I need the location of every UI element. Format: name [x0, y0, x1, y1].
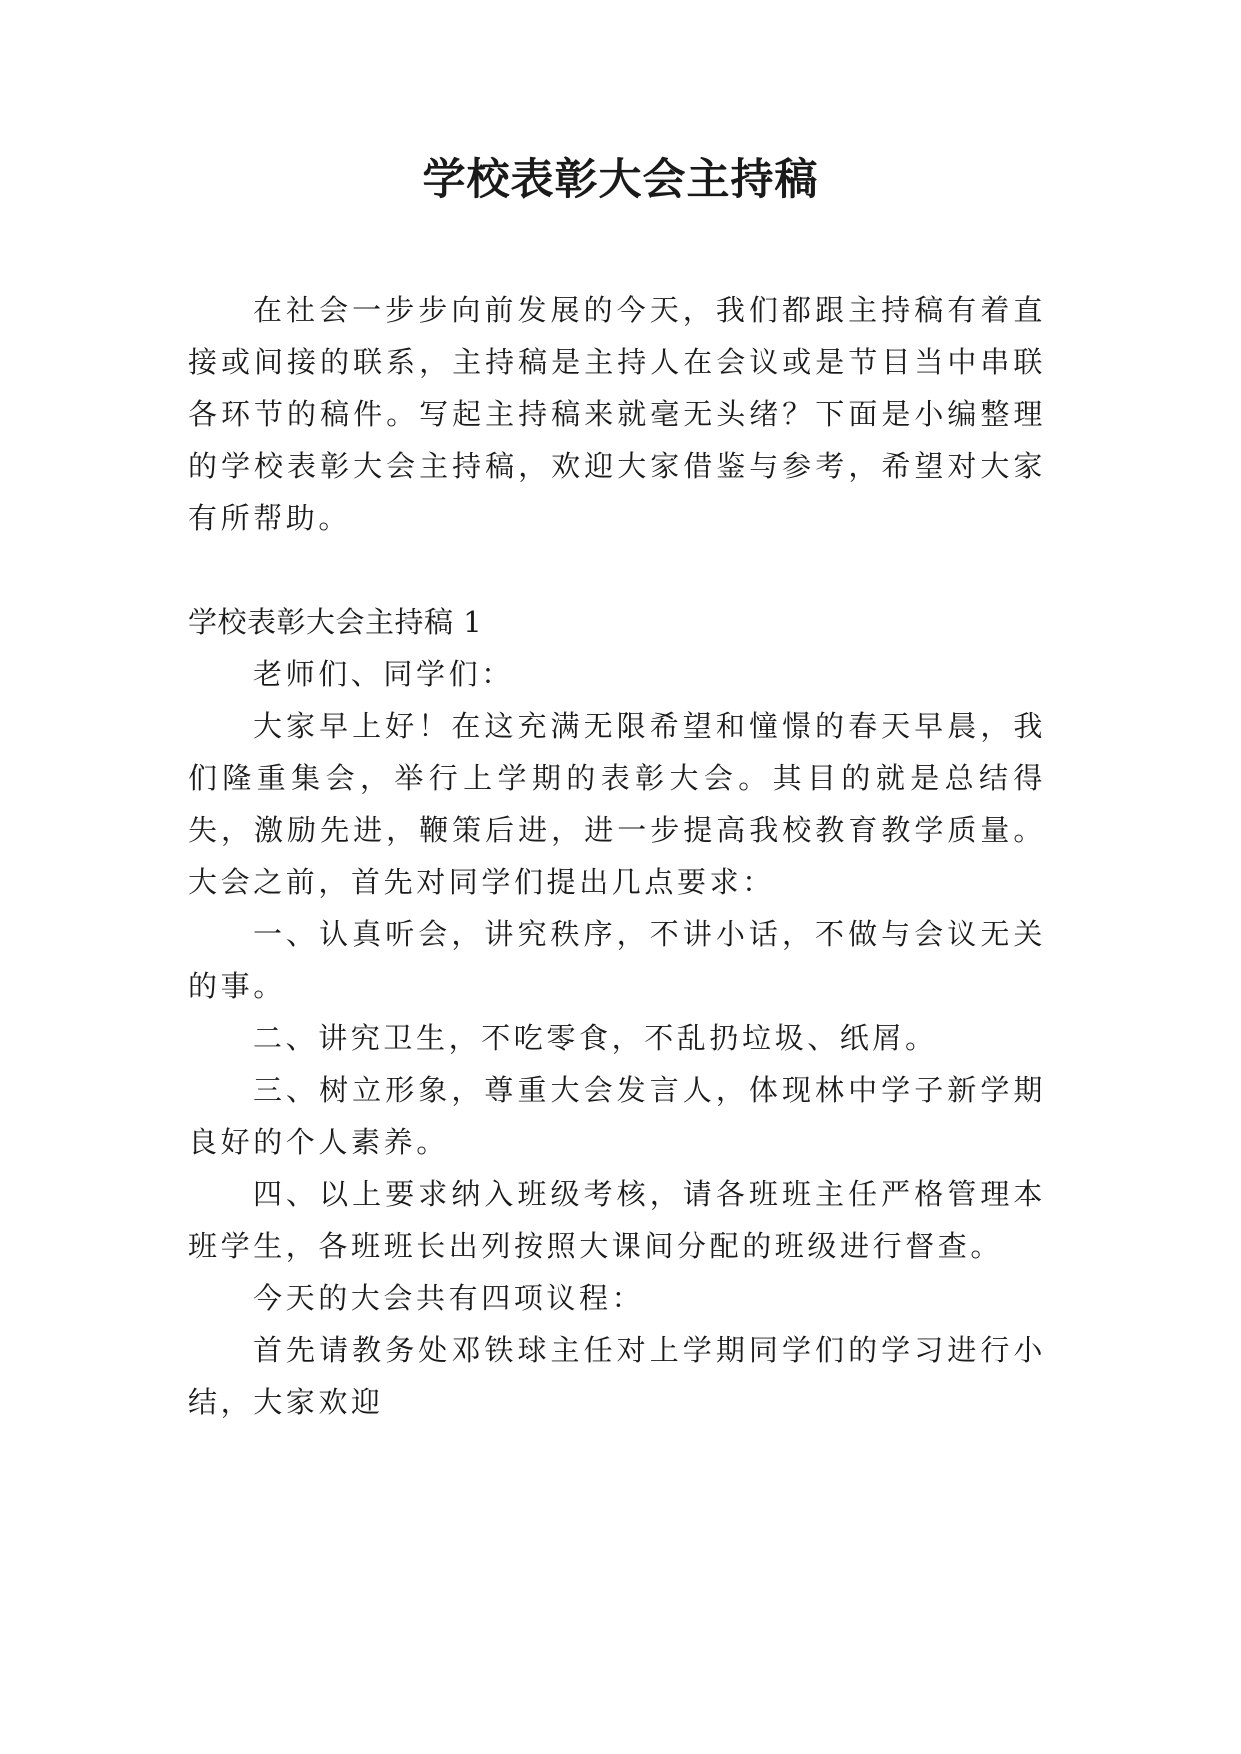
paragraph-rule-4: 四、以上要求纳入班级考核，请各班班主任严格管理本班学生，各班班长出列按照大课间分配的班级进行督查。	[188, 1177, 1046, 1263]
paragraph-opening: 大家早上好！在这充满无限希望和憧憬的春天早晨，我们隆重集会，举行上学期的表彰大会。其目的就是总结得失，激励先进，鞭策后进，进一步提高我校教育教学质量。大会之前，首先对同学们提出几点要求：	[188, 709, 1046, 899]
paragraph-agenda: 今天的大会共有四项议程：	[253, 1281, 645, 1315]
section-heading: 学校表彰大会主持稿 1	[188, 605, 483, 639]
document-body	[188, 284, 1046, 1428]
paragraph-rule-2: 二、讲究卫生，不吃零食，不乱扔垃圾、纸屑。	[253, 1021, 938, 1055]
paragraph-rule-1: 一、认真听会，讲究秩序，不讲小话，不做与会议无关的事。	[188, 917, 1046, 1003]
paragraph-rule-3: 三、树立形象，尊重大会发言人，体现林中学子新学期良好的个人素养。	[188, 1073, 1046, 1159]
paragraph-greeting: 老师们、同学们：	[253, 657, 514, 691]
intro-paragraph: 在社会一步步向前发展的今天，我们都跟主持稿有着直接或间接的联系，主持稿是主持人在会议或是节目当中串联各环节的稿件。写起主持稿来就毫无头绪？下面是小编整理的学校表彰大会主持稿，欢迎大家借鉴与参考，希望对大家有所帮助。	[188, 293, 1046, 535]
paragraph-first-item: 首先请教务处邓铁球主任对上学期同学们的学习进行小结，大家欢迎	[188, 1333, 1046, 1419]
document-title: 学校表彰大会主持稿	[422, 155, 819, 205]
